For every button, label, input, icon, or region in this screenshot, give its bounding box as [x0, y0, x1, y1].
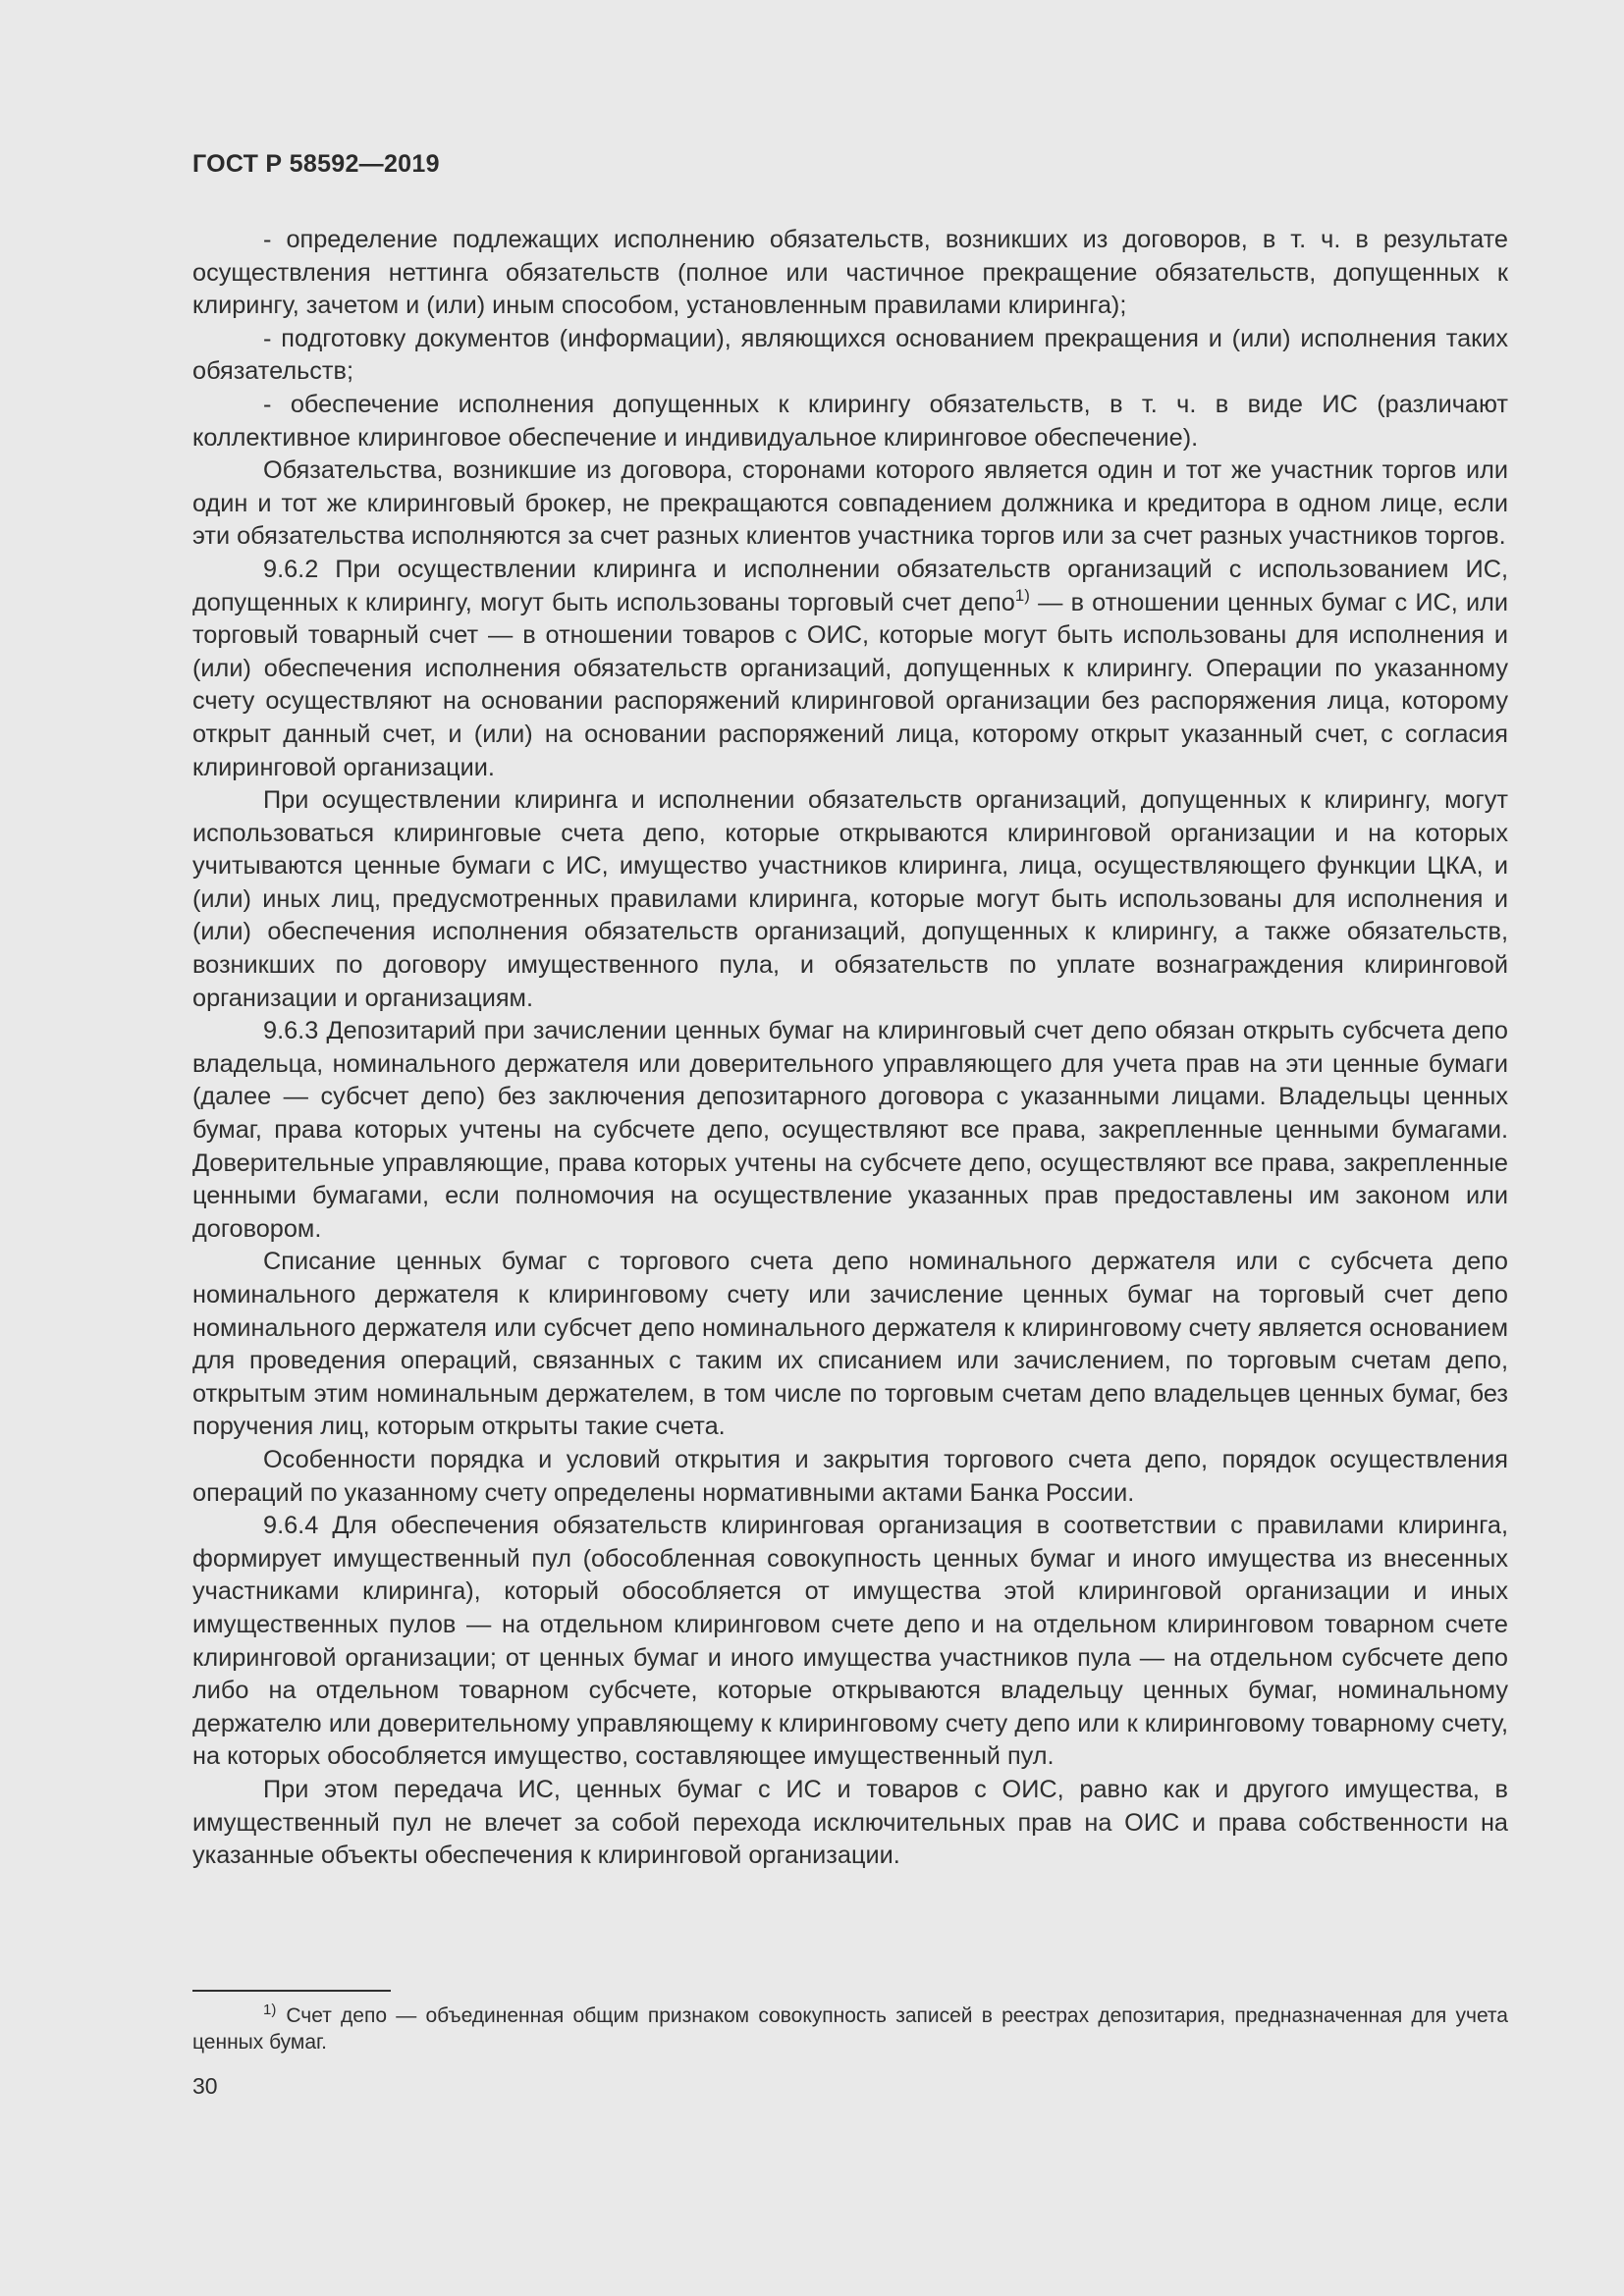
- footnote-divider: [192, 1990, 391, 1992]
- body-text: [192, 224, 1508, 1873]
- paragraph: Обязательства, возникшие из договора, сторонами которого является один и тот же участник торгов или один и тот же клиринговый брокер, не прекращаются совпадением должника и кредитора в одном лице, если эти обязательства исполняются за счет разных клиентов участника торгов или за счет разных участников торгов.: [192, 456, 1508, 551]
- paragraph-9-6-2: [192, 554, 1508, 784]
- paragraph: - обеспечение исполнения допущенных к клирингу обязательств, в т. ч. в виде ИС (различают коллективное клиринговое обеспечение и индивидуальное клиринговое обеспечение).: [192, 390, 1508, 452]
- page-number: 30: [192, 2073, 218, 2099]
- paragraph: При этом передача ИС, ценных бумаг с ИС и товаров с ОИС, равно как и другого имущества, в имущественный пул не влечет за собой перехода исключительных прав на ОИС и права собственности на указанные объекты обеспечения к клиринговой организации.: [192, 1775, 1508, 1870]
- paragraph-9-6-4: 9.6.4 Для обеспечения обязательств клиринговая организация в соответствии с правилами клиринга, формирует имущественный пул (обособленная совокупность ценных бумаг и иного имущества из внесенных участниками клиринга), который обособляется от имущества этой клиринговой организации и иных имущественных пулов — на отдельном клиринговом счете депо и на отдельном клиринговом товарном счете клиринговой организации; от ценных бумаг и иного имущества участников пула — на отдельном субсчете депо либо на отдельном товарном субсчете, которые открываются владельцу ценных бумаг, номинальному держателю или доверительному управляющему к клиринговому счету депо или к клиринговому товарному счету, на которых обособляется имущество, составляющее имущественный пул.: [192, 1512, 1508, 1771]
- paragraph: Особенности порядка и условий открытия и закрытия торгового счета депо, порядок осуществления операций по указанному счету определены нормативными актами Банка России.: [192, 1445, 1508, 1507]
- paragraph: - определение подлежащих исполнению обязательств, возникших из договоров, в т. ч. в результате осуществления неттинга обязательств (полное или частичное прекращение обязательств, допущенных к клирингу, зачетом и (или) иным способом, установленным правилами клиринга);: [192, 226, 1508, 320]
- footnote-marker: 1): [263, 2002, 277, 2018]
- paragraph: Списание ценных бумаг с торгового счета депо номинального держателя или с субсчета депо номинального держателя к клиринговому счету или зачисление ценных бумаг на торговый счет депо номинального держателя или субсчет депо номинального держателя к клиринговому счету является основанием для проведения операций, связанных с таким их списанием или зачислением, по торговым счетам депо, открытым этим номинальным держателем, в том числе по торговым счетам депо владельцев ценных бумаг, без поручения лиц, которым открыты такие счета.: [192, 1248, 1508, 1441]
- paragraph-9-6-3: 9.6.3 Депозитарий при зачислении ценных бумаг на клиринговый счет депо обязан открыть субсчета депо владельца, номинального держателя или доверительного управляющего для учета прав на эти ценные бумаги (далее — субсчет депо) без заключения депозитарного договора с указанными лицами. Владельцы ценных бумаг, права которых учтены на субсчете депо, осуществляют все права, закрепленные ценными бумагами. Доверительные управляющие, права которых учтены на субсчете депо, осуществляют все права, закрепленные ценными бумагами, если полномочия на осуществление указанных прав предоставлены им законом или договором.: [192, 1017, 1508, 1243]
- standard-header: ГОСТ Р 58592—2019: [192, 150, 440, 178]
- paragraph: - подготовку документов (информации), являющихся основанием прекращения и (или) исполнения таких обязательств;: [192, 324, 1508, 386]
- paragraph-text: — в отношении ценных бумаг с ИС, или торговый товарный счет — в отношении товаров с ОИС, которые могут быть использованы для исполнения и (или) обеспечения исполнения обязательств организаций, допущенных к клирингу. Операции по указанному счету осуществляют на основании распоряжений клиринговой организации без распоряжения лица, которому открыт данный счет, и (или) на основании распоряжений лица, которому открыт указанный счет, с согласия клиринговой организации.: [192, 588, 1508, 781]
- footnote: [192, 2002, 1508, 2056]
- footnote-reference[interactable]: 1): [1014, 585, 1030, 605]
- paragraph: При осуществлении клиринга и исполнении обязательств организаций, допущенных к клирингу, могут использоваться клиринговые счета депо, которые открываются клиринговой организации и на которых учитываются ценные бумаги с ИС, имущество участников клиринга, лица, осуществляющего функции ЦКА, и (или) иных лиц, предусмотренных правилами клиринга, которые могут быть использованы для исполнения и (или) обеспечения исполнения обязательств организаций, допущенных к клирингу, а также обязательств, возникших по договору имущественного пула, и обязательств по уплате вознаграждения клиринговой организации и организациям.: [192, 786, 1508, 1012]
- paragraph-text: 9.6.2 При осуществлении клиринга и исполнении обязательств организаций с использованием ИС, допущенных к клирингу, могут быть использованы торговый счет депо: [192, 555, 1508, 616]
- footnote-text: Счет депо — объединенная общим признаком совокупность записей в реестрах депозитария, предназначенная для учета ценных бумаг.: [192, 2004, 1508, 2054]
